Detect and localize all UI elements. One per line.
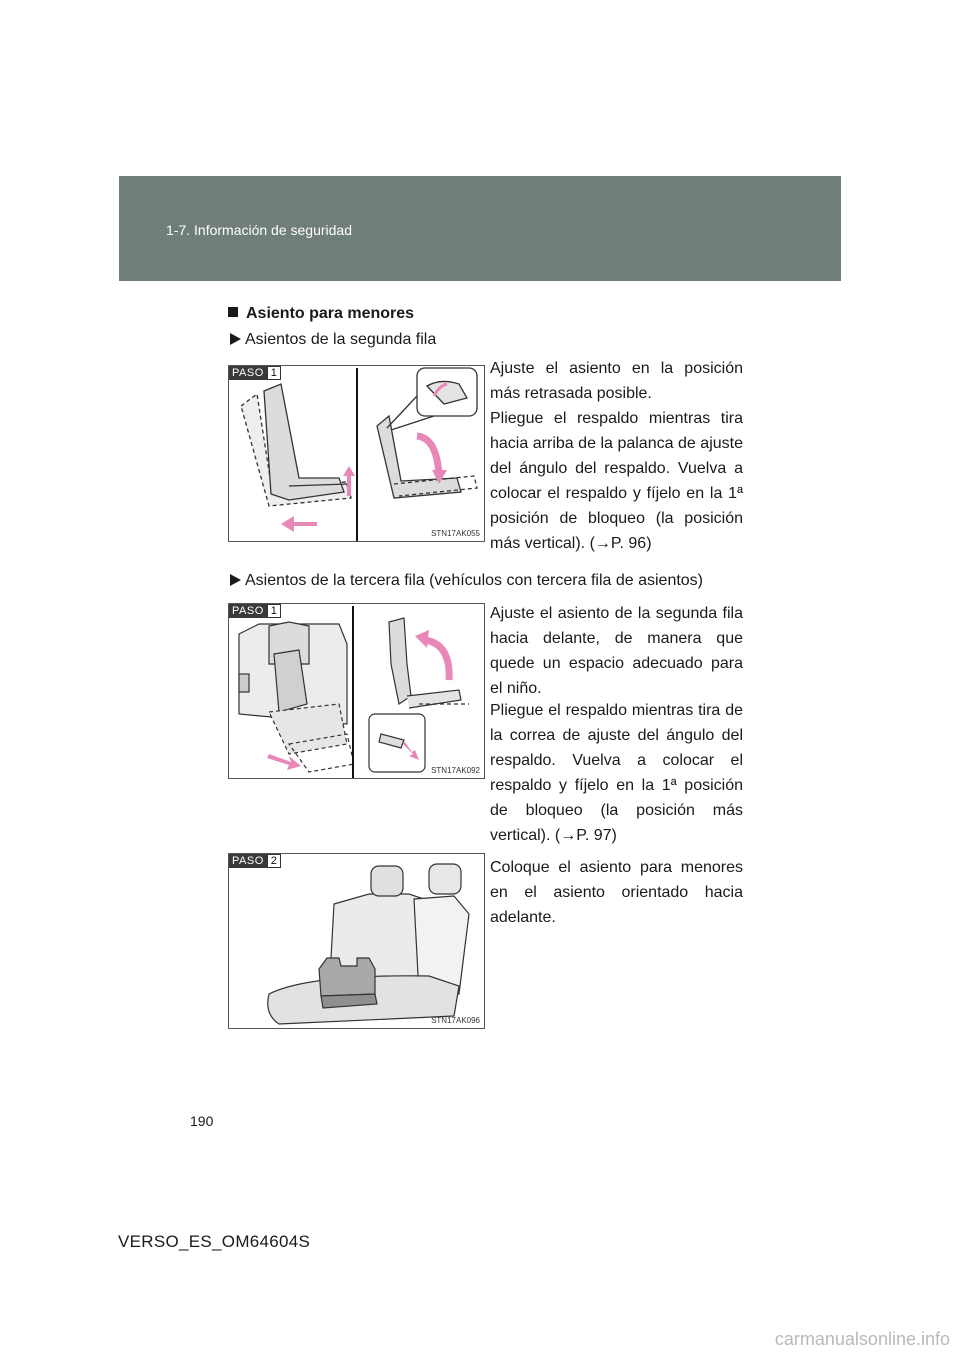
seat-fold-illustration: [229, 366, 484, 541]
triangle-bullet-icon: [230, 574, 241, 586]
instruction-paragraph: Ajuste el asiento de la segunda fila hacia delante, de manera que quede un espacio adecuado para el niño.: [490, 605, 743, 697]
third-row-access-illustration: [229, 604, 484, 778]
figure-second-row: [228, 365, 485, 542]
instruction-paragraph: Pliegue el respaldo mientras tira de la correa de ajuste del ángulo del respaldo. Vuelva a colocar el respaldo y fíjelo en la 1ª posición de bloqueo (la posición más vertical). (→P. 97): [490, 702, 743, 844]
step-badge: PASO 1: [229, 604, 281, 618]
triangle-bullet-icon: [230, 333, 241, 345]
step-badge: PASO 1: [229, 366, 281, 380]
figure-booster-seat: [228, 853, 485, 1029]
booster-seat-illustration: [229, 854, 484, 1028]
figure-code: STN17AK055: [431, 529, 480, 538]
page-number: 190: [190, 1113, 214, 1129]
subheading-second-row: Asientos de la segunda fila: [230, 331, 436, 349]
heading: [228, 305, 414, 323]
step-badge: PASO 2: [229, 854, 281, 868]
square-bullet-icon: [228, 307, 238, 317]
figure-code: STN17AK092: [431, 766, 480, 775]
figure-code: STN17AK096: [431, 1016, 480, 1025]
instruction-paragraph: Ajuste el asiento en la posición más retrasada posible.: [490, 360, 743, 402]
figure-third-row: [228, 603, 485, 779]
watermark: carmanualsonline.info: [774, 1329, 950, 1349]
section-title: 1-7. Información de seguridad: [166, 222, 352, 238]
instruction-paragraph: Pliegue el respaldo mientras tira hacia arriba de la palanca de ajuste del ángulo del respaldo. Vuelva a colocar el respaldo y fíjelo en la 1ª posición de bloqueo (la posición más vertical). (→P. 96): [490, 410, 743, 552]
heading-text: Asiento para menores: [246, 305, 415, 322]
footer-code: VERSO_ES_OM64604S: [118, 1232, 311, 1251]
instruction-paragraph: Coloque el asiento para menores en el asiento orientado hacia adelante.: [490, 859, 743, 926]
subheading-third-row: Asientos de la tercera fila (vehículos con tercera fila de asientos): [230, 572, 703, 590]
